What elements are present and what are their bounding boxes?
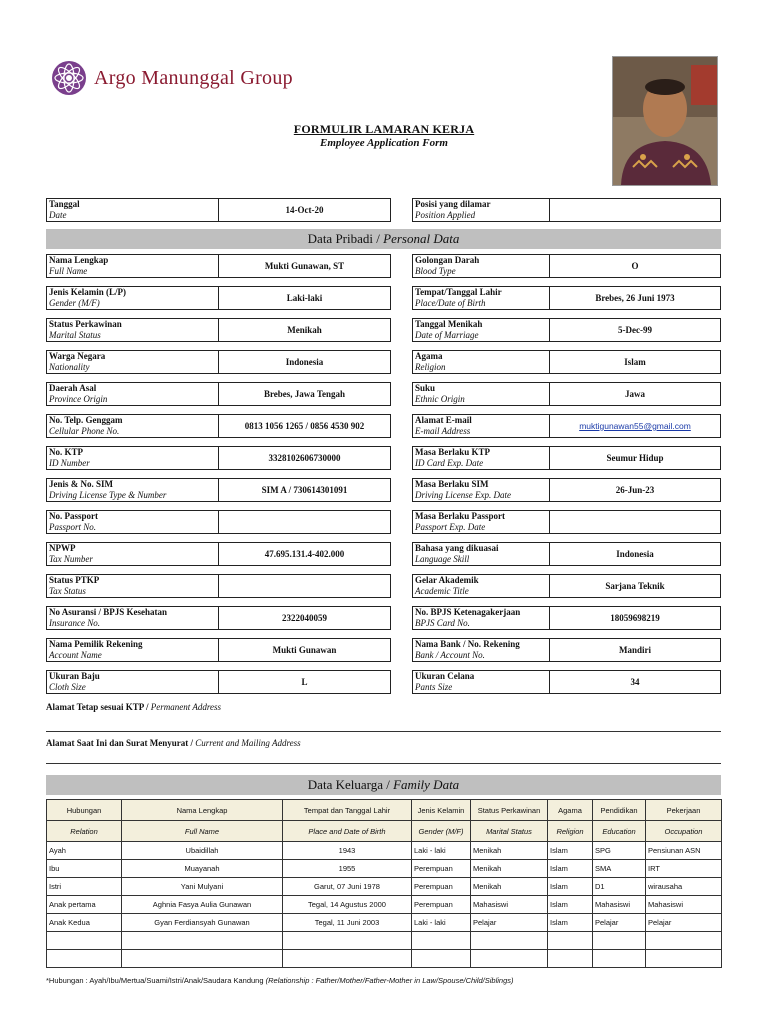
family-table bbox=[46, 799, 722, 968]
email-link[interactable]: muktigunawan55@gmail.com bbox=[579, 421, 691, 431]
field-value[interactable]: Seumur Hidup bbox=[606, 453, 664, 463]
personal-field-left-8 bbox=[46, 510, 391, 534]
applicant-photo bbox=[612, 56, 718, 186]
table-cell[interactable]: Menikah bbox=[471, 860, 548, 878]
table-row bbox=[47, 860, 722, 878]
field-label-en: Bank / Account No. bbox=[415, 650, 485, 660]
table-header-row bbox=[47, 800, 722, 821]
field-label: Nama Bank / No. Rekening bbox=[415, 639, 520, 649]
field-label: Tanggal Menikah bbox=[415, 319, 483, 329]
table-cell[interactable] bbox=[471, 932, 548, 950]
field-label: Ukuran Baju bbox=[49, 671, 100, 681]
form-subtitle: Employee Application Form bbox=[320, 137, 448, 149]
field-value[interactable]: Brebes, Jawa Tengah bbox=[263, 389, 346, 399]
table-cell[interactable]: Perempuan bbox=[412, 896, 471, 914]
date-value[interactable]: 14-Oct-20 bbox=[285, 205, 324, 215]
field-label: Status Perkawinan bbox=[49, 319, 122, 329]
current-address-label: Alamat Saat Ini dan Surat Menyurat / Current and Mailing Address bbox=[46, 738, 301, 748]
table-cell[interactable] bbox=[593, 950, 646, 968]
field-label-en: Gender (M/F) bbox=[49, 298, 100, 308]
field-value[interactable]: 3328102606730000 bbox=[268, 453, 341, 463]
table-cell: Religion bbox=[548, 821, 593, 842]
personal-field-left-3 bbox=[46, 350, 391, 374]
field-value[interactable]: Mandiri bbox=[618, 645, 651, 655]
table-cell: Education bbox=[593, 821, 646, 842]
table-cell[interactable] bbox=[548, 950, 593, 968]
table-cell[interactable] bbox=[122, 950, 283, 968]
field-label: No. BPJS Ketenagakerjaan bbox=[415, 607, 521, 617]
table-cell[interactable]: Mahasiswi bbox=[646, 896, 722, 914]
field-label-en: Account Name bbox=[49, 650, 102, 660]
table-cell[interactable]: Pensiunan ASN bbox=[646, 842, 722, 860]
table-cell: Jenis Kelamin bbox=[412, 800, 471, 821]
table-cell[interactable]: Perempuan bbox=[412, 860, 471, 878]
field-value[interactable]: Indonesia bbox=[616, 549, 654, 559]
field-label: Daerah Asal bbox=[49, 383, 97, 393]
table-cell[interactable]: Mahasiswi bbox=[593, 896, 646, 914]
table-cell[interactable] bbox=[548, 932, 593, 950]
field-label: Bahasa yang dikuasai bbox=[415, 543, 499, 553]
field-label-en: Driving License Exp. Date bbox=[415, 490, 511, 500]
position-value[interactable] bbox=[550, 199, 720, 221]
field-label: Jenis Kelamin (L/P) bbox=[49, 287, 126, 297]
table-row bbox=[47, 878, 722, 896]
personal-field-left-5 bbox=[46, 414, 391, 438]
table-cell: Relation bbox=[47, 821, 122, 842]
personal-field-right-0 bbox=[412, 254, 721, 278]
field-label: Nama Pemilik Rekening bbox=[49, 639, 143, 649]
table-header-row-en bbox=[47, 821, 722, 842]
table-row bbox=[47, 914, 722, 932]
field-label-en: Nationality bbox=[49, 362, 90, 372]
table-cell[interactable]: Pelajar bbox=[471, 914, 548, 932]
table-cell[interactable]: 1943 bbox=[283, 842, 412, 860]
field-value[interactable]: O bbox=[631, 261, 639, 271]
table-cell[interactable] bbox=[412, 932, 471, 950]
field-value[interactable]: Indonesia bbox=[285, 357, 324, 367]
table-cell[interactable] bbox=[646, 950, 722, 968]
field-value[interactable]: 47.695.131.4-402.000 bbox=[264, 549, 345, 559]
field-value[interactable] bbox=[550, 511, 720, 533]
table-cell[interactable] bbox=[412, 950, 471, 968]
personal-field-right-7 bbox=[412, 478, 721, 502]
table-cell[interactable]: Islam bbox=[548, 896, 593, 914]
permanent-address-label: Alamat Tetap sesuai KTP / Permanent Address bbox=[46, 702, 222, 712]
personal-field-right-5 bbox=[412, 414, 721, 438]
field-label: Suku bbox=[415, 383, 436, 393]
table-cell[interactable]: wirausaha bbox=[646, 878, 722, 896]
personal-field-right-10 bbox=[412, 574, 721, 598]
field-label-en: Language Skill bbox=[415, 554, 470, 564]
field-label-en: BPJS Card No. bbox=[415, 618, 470, 628]
field-label-en: ID Card Exp. Date bbox=[415, 458, 484, 468]
position-field: Posisi yang dilamar Position Applied bbox=[412, 198, 721, 222]
table-row bbox=[47, 932, 722, 950]
personal-field-right-2 bbox=[412, 318, 721, 342]
field-value[interactable] bbox=[219, 511, 390, 533]
table-cell[interactable]: 1955 bbox=[283, 860, 412, 878]
personal-field-right-9 bbox=[412, 542, 721, 566]
field-value[interactable]: SIM A / 730614301091 bbox=[261, 485, 348, 495]
table-cell[interactable] bbox=[283, 950, 412, 968]
current-address-line[interactable] bbox=[46, 763, 721, 764]
field-value[interactable]: Jawa bbox=[625, 389, 645, 399]
table-cell[interactable]: Pelajar bbox=[646, 914, 722, 932]
field-label: Status PTKP bbox=[49, 575, 100, 585]
table-cell[interactable]: Islam bbox=[548, 914, 593, 932]
table-cell[interactable]: Tegal, 14 Agustus 2000 bbox=[283, 896, 412, 914]
personal-field-left-12 bbox=[46, 638, 391, 662]
permanent-address-line[interactable] bbox=[46, 731, 721, 732]
table-cell[interactable]: Ayah bbox=[47, 842, 122, 860]
field-label: Masa Berlaku Passport bbox=[415, 511, 505, 521]
table-cell: Pendidikan bbox=[593, 800, 646, 821]
field-value[interactable]: Menikah bbox=[287, 325, 322, 335]
personal-field-left-11 bbox=[46, 606, 391, 630]
table-cell: Place and Date of Birth bbox=[283, 821, 412, 842]
table-cell[interactable]: Laki - laki bbox=[412, 842, 471, 860]
table-cell[interactable]: SPG bbox=[593, 842, 646, 860]
table-cell: Hubungan bbox=[47, 800, 122, 821]
field-label-en: ID Number bbox=[49, 458, 90, 468]
table-cell: Status Perkawinan bbox=[471, 800, 548, 821]
table-cell[interactable] bbox=[593, 932, 646, 950]
table-cell[interactable] bbox=[122, 932, 283, 950]
table-cell[interactable]: Ubaidillah bbox=[122, 842, 283, 860]
personal-field-left-4 bbox=[46, 382, 391, 406]
field-label: No Asuransi / BPJS Kesehatan bbox=[49, 607, 168, 617]
table-cell[interactable]: Perempuan bbox=[412, 878, 471, 896]
field-label-en: Pants Size bbox=[415, 682, 453, 692]
table-cell[interactable]: Anak pertama bbox=[47, 896, 122, 914]
personal-field-right-1 bbox=[412, 286, 721, 310]
personal-field-right-3 bbox=[412, 350, 721, 374]
table-cell[interactable]: Islam bbox=[548, 842, 593, 860]
field-label: No. KTP bbox=[49, 447, 84, 457]
field-label-en: Marital Status bbox=[49, 330, 101, 340]
personal-field-left-0 bbox=[46, 254, 391, 278]
field-label-en: Blood Type bbox=[415, 266, 456, 276]
field-label: Nama Lengkap bbox=[49, 255, 109, 265]
field-label: Agama bbox=[415, 351, 443, 361]
personal-field-left-2 bbox=[46, 318, 391, 342]
family-footnote: *Hubungan : Ayah/Ibu/Mertua/Suami/Istri/Anak/Saudara Kandung (Relationship : Father/Mother/Father-Mother in Law/Spouse/Child/Siblings) bbox=[46, 976, 514, 985]
field-label: NPWP bbox=[49, 543, 76, 553]
personal-data-header: Data Pribadi / Personal Data bbox=[46, 229, 721, 249]
table-cell: Marital Status bbox=[471, 821, 548, 842]
table-cell[interactable]: Istri bbox=[47, 878, 122, 896]
table-cell[interactable] bbox=[47, 950, 122, 968]
table-cell[interactable]: Anak Kedua bbox=[47, 914, 122, 932]
field-label: Warga Negara bbox=[49, 351, 106, 361]
field-label-en: Academic Title bbox=[415, 586, 469, 596]
field-label: No. Passport bbox=[49, 511, 98, 521]
table-cell[interactable]: Menikah bbox=[471, 842, 548, 860]
field-value[interactable]: 5-Dec-99 bbox=[618, 325, 652, 335]
table-cell[interactable]: Islam bbox=[548, 878, 593, 896]
personal-field-left-9 bbox=[46, 542, 391, 566]
table-cell[interactable]: Yani Mulyani bbox=[122, 878, 283, 896]
field-label-en: Passport Exp. Date bbox=[415, 522, 486, 532]
table-cell: Gender (M/F) bbox=[412, 821, 471, 842]
table-cell: Occupation bbox=[646, 821, 722, 842]
field-label-en: Tax Number bbox=[49, 554, 93, 564]
table-cell[interactable]: Pelajar bbox=[593, 914, 646, 932]
field-label-en: Cellular Phone No. bbox=[49, 426, 120, 436]
table-cell[interactable]: Tegal, 11 Juni 2003 bbox=[283, 914, 412, 932]
field-label-en: Insurance No. bbox=[49, 618, 100, 628]
field-label-en: Cloth Size bbox=[49, 682, 86, 692]
field-label: Gelar Akademik bbox=[415, 575, 479, 585]
personal-field-right-11 bbox=[412, 606, 721, 630]
field-label-en: Ethnic Origin bbox=[415, 394, 465, 404]
table-row bbox=[47, 950, 722, 968]
date-field: Tanggal Date 14-Oct-20 bbox=[46, 198, 391, 222]
table-cell: Agama bbox=[548, 800, 593, 821]
personal-field-right-13 bbox=[412, 670, 721, 694]
personal-field-left-1 bbox=[46, 286, 391, 310]
table-cell[interactable]: Ibu bbox=[47, 860, 122, 878]
table-cell[interactable]: Laki - laki bbox=[412, 914, 471, 932]
personal-field-right-4 bbox=[412, 382, 721, 406]
personal-field-left-7 bbox=[46, 478, 391, 502]
table-cell[interactable]: Islam bbox=[548, 860, 593, 878]
field-label: Masa Berlaku KTP bbox=[415, 447, 491, 457]
table-cell[interactable] bbox=[47, 932, 122, 950]
field-value[interactable]: 34 bbox=[630, 677, 640, 687]
table-cell[interactable]: Garut, 07 Juni 1978 bbox=[283, 878, 412, 896]
table-cell[interactable]: D1 bbox=[593, 878, 646, 896]
field-label: Golongan Darah bbox=[415, 255, 480, 265]
table-cell: Nama Lengkap bbox=[122, 800, 283, 821]
field-label: Masa Berlaku SIM bbox=[415, 479, 489, 489]
table-cell[interactable] bbox=[646, 932, 722, 950]
field-label: Alamat E-mail bbox=[415, 415, 472, 425]
personal-field-left-13 bbox=[46, 670, 391, 694]
field-value[interactable] bbox=[219, 575, 390, 597]
field-value[interactable]: L bbox=[301, 677, 308, 687]
field-label-en: Religion bbox=[415, 362, 446, 372]
field-label-en: Date of Marriage bbox=[415, 330, 479, 340]
field-value[interactable]: Brebes, 26 Juni 1973 bbox=[595, 293, 675, 303]
personal-field-right-8 bbox=[412, 510, 721, 534]
table-cell[interactable] bbox=[283, 932, 412, 950]
field-value[interactable]: Sarjana Teknik bbox=[605, 581, 665, 591]
table-row bbox=[47, 842, 722, 860]
personal-field-left-10 bbox=[46, 574, 391, 598]
field-value[interactable]: Mukti Gunawan bbox=[272, 645, 337, 655]
field-value[interactable]: 2322040059 bbox=[282, 613, 327, 623]
personal-field-right-6 bbox=[412, 446, 721, 470]
table-cell[interactable]: Mahasiswi bbox=[471, 896, 548, 914]
table-cell[interactable]: SMA bbox=[593, 860, 646, 878]
field-label-en: E-mail Address bbox=[415, 426, 471, 436]
table-cell[interactable]: Aghnia Fasya Aulia Gunawan bbox=[122, 896, 283, 914]
field-value[interactable]: 0813 1056 1265 / 0856 4530 902 bbox=[244, 421, 365, 431]
argo-flower-logo-icon bbox=[50, 59, 88, 97]
field-value[interactable]: Islam bbox=[624, 357, 646, 367]
field-value[interactable]: 26-Jun-23 bbox=[615, 485, 655, 495]
field-value[interactable]: 18059698219 bbox=[610, 613, 660, 623]
table-cell[interactable]: IRT bbox=[646, 860, 722, 878]
table-row bbox=[47, 896, 722, 914]
field-label-en: Tax Status bbox=[49, 586, 86, 596]
field-label: Tempat/Tanggal Lahir bbox=[415, 287, 502, 297]
field-label-en: Passport No. bbox=[49, 522, 97, 532]
field-label-en: Full Name bbox=[49, 266, 88, 276]
table-cell: Tempat dan Tanggal Lahir bbox=[283, 800, 412, 821]
field-value[interactable]: Mukti Gunawan, ST bbox=[264, 261, 345, 271]
field-label: Ukuran Celana bbox=[415, 671, 475, 681]
table-cell: Full Name bbox=[122, 821, 283, 842]
personal-field-left-6 bbox=[46, 446, 391, 470]
table-cell[interactable]: Gyan Ferdiansyah Gunawan bbox=[122, 914, 283, 932]
table-cell[interactable]: Menikah bbox=[471, 878, 548, 896]
form-title: FORMULIR LAMARAN KERJA bbox=[293, 122, 475, 136]
company-logo bbox=[50, 58, 330, 98]
field-label-en: Place/Date of Birth bbox=[415, 298, 486, 308]
field-label: No. Telp. Genggam bbox=[49, 415, 123, 425]
family-data-header: Data Keluarga / Family Data bbox=[46, 775, 721, 795]
personal-field-right-12 bbox=[412, 638, 721, 662]
field-value[interactable]: Laki-laki bbox=[286, 293, 323, 303]
field-label-en: Province Origin bbox=[49, 394, 108, 404]
table-cell: Pekerjaan bbox=[646, 800, 722, 821]
table-cell[interactable] bbox=[471, 950, 548, 968]
field-label: Jenis & No. SIM bbox=[49, 479, 114, 489]
table-cell[interactable]: Muayanah bbox=[122, 860, 283, 878]
company-name: Argo Manunggal Group bbox=[94, 66, 293, 89]
field-label-en: Driving License Type & Number bbox=[49, 490, 167, 500]
